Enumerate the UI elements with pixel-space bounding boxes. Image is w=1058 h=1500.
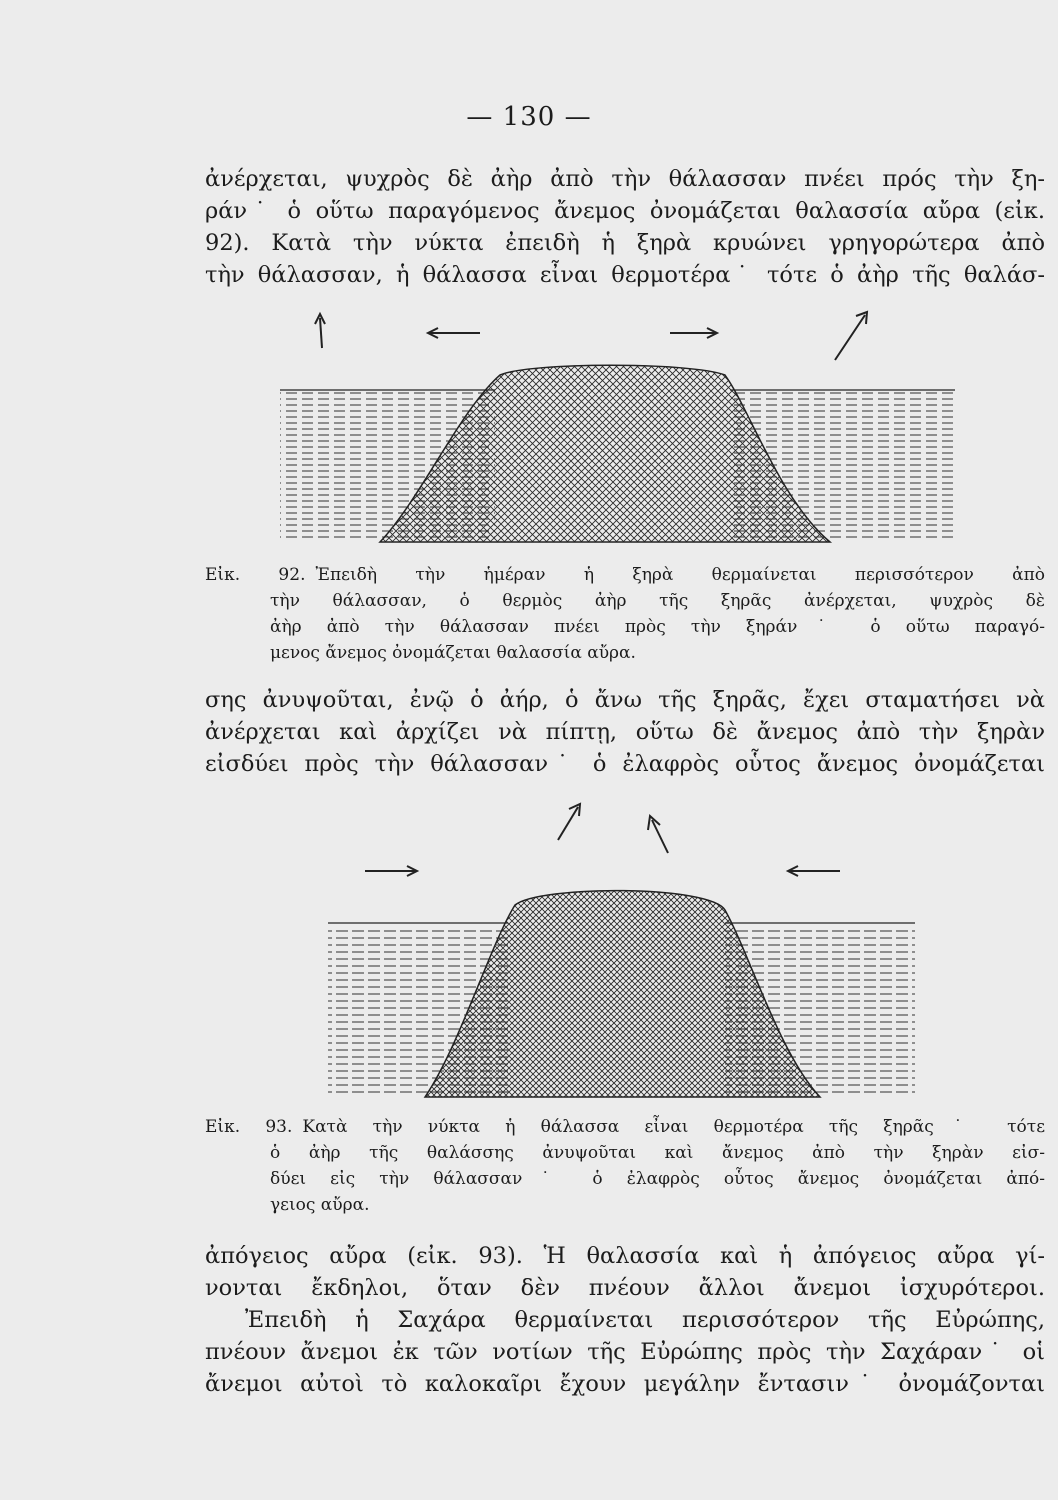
arrow-up-icon [315, 314, 325, 348]
paragraph-2 [205, 684, 1045, 780]
caption-line: ἀὴρ ἀπὸ τὴν θάλασσαν πνέει πρὸς τὴν ξηράν˙ ὁ οὕτω παραγό- [270, 617, 1045, 637]
text-line: ἄνεμοι αὐτοὶ τὸ καλοκαῖρι ἔχουν μεγάλην ἔντασιν˙ ὀνομάζονται [205, 1371, 1045, 1397]
figure-93-illustration [320, 795, 920, 1100]
text-line: ἀνέρχεται καὶ ἀρχίζει νὰ πίπτῃ, οὕτω δὲ ἄνεμος ἀπὸ τὴν ξηρὰν [205, 719, 1045, 745]
figure-label: Εἰκ. 93. [205, 1117, 293, 1137]
figure-label: Εἰκ. 92. [205, 565, 306, 585]
text-line: τὴν θάλασσαν, ἡ θάλασσα εἶναι θερμοτέρα˙ τότε ὁ ἀὴρ τῆς θαλάσ- [205, 262, 1045, 288]
caption-line: μενος ἄνεμος ὀνομάζεται θαλασσία αὔρα. [270, 643, 636, 663]
land-mass [425, 891, 820, 1097]
text-line: σης ἀνυψοῦται, ἐνῷ ὁ ἀήρ, ὁ ἄνω τῆς ξηρᾶς, ἔχει σταματήσει νὰ [205, 687, 1045, 713]
figure-92-illustration [270, 300, 960, 545]
paragraph-3 [205, 1240, 1045, 1400]
text-line: ἀπόγειος αὔρα (εἰκ. 93). Ἡ θαλασσία καὶ ἡ ἀπόγειος αὔρα γί- [205, 1243, 1045, 1269]
arrow-right-icon [670, 328, 717, 338]
arrow-right-icon [365, 866, 417, 876]
arrow-left-icon [428, 328, 480, 338]
caption-line: ὁ ἀὴρ τῆς θαλάσσης ἀνυψοῦται καὶ ἄνεμος ἀπὸ τὴν ξηρὰν εἰσ- [270, 1143, 1045, 1163]
caption-line: Κατὰ τὴν νύκτα ἡ θάλασσα εἶναι θερμοτέρα τῆς ξηρᾶς˙ τότε [302, 1117, 1046, 1137]
text-line: ράν˙ ὁ οὕτω παραγόμενος ἄνεμος ὀνομάζεται θαλασσία αὔρα (εἰκ. [205, 198, 1045, 224]
figure-93-caption [205, 1114, 1045, 1218]
caption-line: δύει εἰς τὴν θάλασσαν˙ ὁ ἐλαφρὸς οὗτος ἄνεμος ὀνομάζεται ἀπό- [270, 1169, 1045, 1189]
text-line: εἰσδύει πρὸς τὴν θάλασσαν˙ ὁ ἐλαφρὸς οὗτος ἄνεμος ὀνομάζεται [205, 751, 1045, 777]
text-line: νονται ἔκδηλοι, ὅταν δὲν πνέουν ἄλλοι ἄνεμοι ἰσχυρότεροι. [205, 1275, 1045, 1301]
arrow-up-right-icon [558, 804, 580, 840]
figure-92-caption [205, 562, 1045, 666]
text-line: 92). Κατὰ τὴν νύκτα ἐπειδὴ ἡ ξηρὰ κρυώνει γρηγορώτερα ἀπὸ [205, 230, 1045, 256]
arrow-up-right-icon [835, 312, 867, 360]
page-number: — 130 — [466, 102, 592, 132]
caption-line: Ἐπειδὴ τὴν ἡμέραν ἡ ξηρὰ θερμαίνεται περισσότερον ἀπὸ [315, 565, 1046, 585]
text-line: πνέουν ἄνεμοι ἐκ τῶν νοτίων τῆς Εὐρώπης πρὸς τὴν Σαχάραν˙ οἱ [205, 1339, 1045, 1365]
arrow-up-icon [648, 816, 668, 853]
paragraph-1 [205, 163, 1045, 291]
arrow-left-icon [788, 866, 840, 876]
caption-line: τὴν θάλασσαν, ὁ θερμὸς ἀὴρ τῆς ξηρᾶς ἀνέρχεται, ψυχρὸς δὲ [270, 591, 1045, 611]
land-mass [380, 365, 830, 542]
caption-line: γειος αὔρα. [270, 1195, 370, 1215]
text-line: ἀνέρχεται, ψυχρὸς δὲ ἀὴρ ἀπὸ τὴν θάλασσαν πνέει πρός τὴν ξη- [205, 166, 1045, 192]
text-line: Ἐπειδὴ ἡ Σαχάρα θερμαίνεται περισσότερον τῆς Εὐρώπης, [245, 1307, 1045, 1333]
